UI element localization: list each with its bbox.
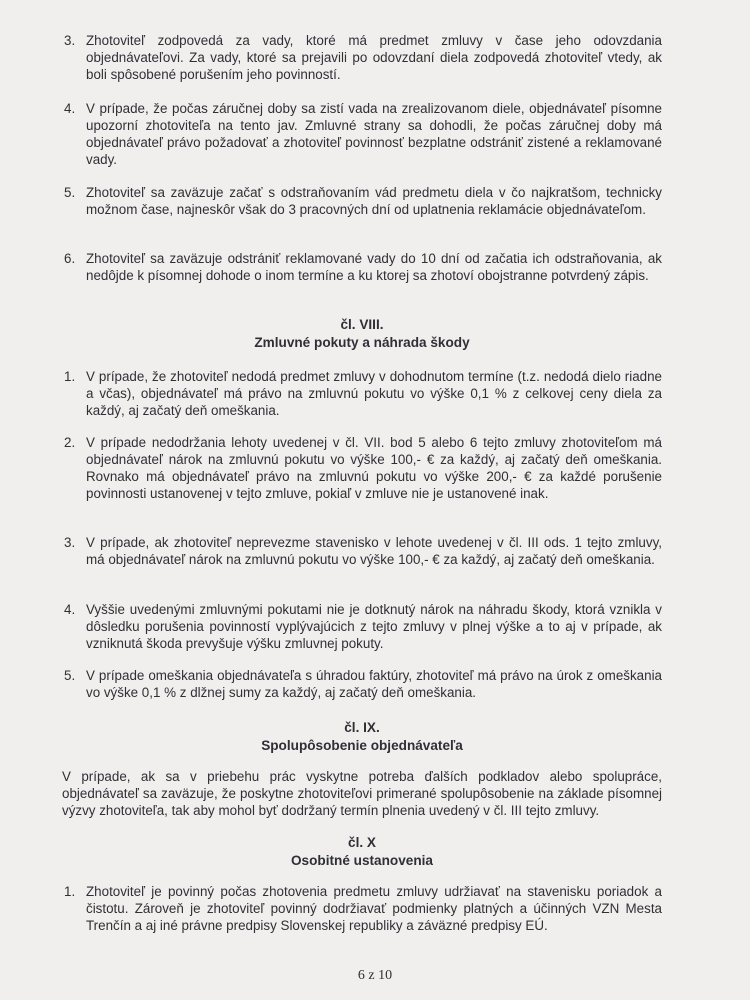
list-item-x-1: 1. Zhotoviteľ je povinný počas zhotovenia predmetu zmluvy udržiavať na stavenisku poriadok a čistotu. Zároveň je zhotoviteľ povinný dodržiavať podmienky platných a účinných VZN Mesta Trenčín a aj iné právne predpisy Slovenskej republiky a záväzné predpisy EÚ. (64, 884, 662, 933)
section-x-title: Osobitné ustanovenia (290, 853, 433, 868)
section-ix-number: čl. IX. (344, 720, 380, 735)
section-viii-number: čl. VIII. (340, 317, 384, 332)
list-item-vii-5: 5. Zhotoviteľ sa zaväzuje začať s odstraňovaním vád predmetu diela v čo najkratšom, technicky možnom čase, najneskôr však do 3 pracovných dní od uplatnenia reklamácie objednávateľom. (64, 185, 662, 217)
page-number: 6 z 10 (357, 968, 393, 983)
section-ix-title: Spolupôsobenie objednávateľa (261, 738, 463, 753)
list-item-viii-2: 2. V prípade nedodržania lehoty uvedenej v čl. VII. bod 5 alebo 6 tejto zmluvy zhotoviteľom má objednávateľ nárok na zmluvnú pokutu vo výške 100,- € za každý, aj začatý deň omeškania. Rovnako má objednávateľ právo na zmluvnú pokutu vo výške 200,- € za každé porušenie povinnosti ustanovenej v tejto zmluve, pokiaľ v zmluve nie je ustanovené inak. (64, 435, 662, 501)
section-ix-paragraph: V prípade, ak sa v priebehu prác vyskytne potreba ďalších podkladov alebo spolupráce, objednávateľ sa zaväzuje, že poskytne zhotoviteľovi primerané spolupôsobenie na základe písomnej výzvy zhotoviteľa, tak aby mohol byť dodržaný termín plnenia uvedený v čl. III tejto zmluvy. (62, 769, 662, 818)
list-item-vii-6: 6. Zhotoviteľ sa zaväzuje odstrániť reklamované vady do 10 dní od začatia ich odstraňovania, ak nedôjde k písomnej dohode o inom termíne a ku ktorej sa zhotoví obojstranne potvrdený zápis. (64, 251, 662, 283)
section-viii-title: Zmluvné pokuty a náhrada škody (254, 335, 470, 350)
list-item-viii-3: 3. V prípade, ak zhotoviteľ neprevezme stavenisko v lehote uvedenej v čl. III ods. 1 tejto zmluvy, má objednávateľ nárok na zmluvnú pokutu vo výške 100,- € za každý, aj začatý deň omeškania. (64, 535, 662, 567)
list-item-vii-4: 4. V prípade, že počas záručnej doby sa zistí vada na zrealizovanom diele, objednávateľ písomne upozorní zhotoviteľa na tento jav. Zmluvné strany sa dohodli, že počas záručnej doby má objednávateľ právo požadovať a zhotoviteľ povinnosť bezplatne odstrániť zistené a reklamované vady. (64, 101, 662, 167)
list-item-viii-1: 1. V prípade, že zhotoviteľ nedodá predmet zmluvy v dohodnutom termíne (t.z. nedodá dielo riadne a včas), objednávateľ má právo na zmluvnú pokutu vo výške 0,1 % z celkovej ceny diela za každý, aj začatý deň omeškania. (64, 369, 662, 418)
list-item-vii-3: 3. Zhotoviteľ zodpovedá za vady, ktoré má predmet zmluvy v čase jeho odovzdania objednávateľovi. Za vady, ktoré sa prejavili po odovzdaní diela zodpovedá zhotoviteľ vtedy, ak boli spôsobené porušením jeho povinností. (64, 33, 662, 82)
list-item-viii-4: 4. Vyššie uvedenými zmluvnými pokutami nie je dotknutý nárok na náhradu škody, ktorá vznikla v dôsledku porušenia povinností vyplývajúcich z tejto zmluvy v plnej výške a to aj v prípade, ak vzniknutá škoda prevyšuje výšku zmluvnej pokuty. (64, 602, 662, 651)
list-item-viii-5: 5. V prípade omeškania objednávateľa s úhradou faktúry, zhotoviteľ má právo na úrok z omeškania vo výške 0,1 % z dlžnej sumy za každý, aj začatý deň omeškania. (64, 668, 662, 700)
section-x-number: čl. X (348, 835, 376, 850)
